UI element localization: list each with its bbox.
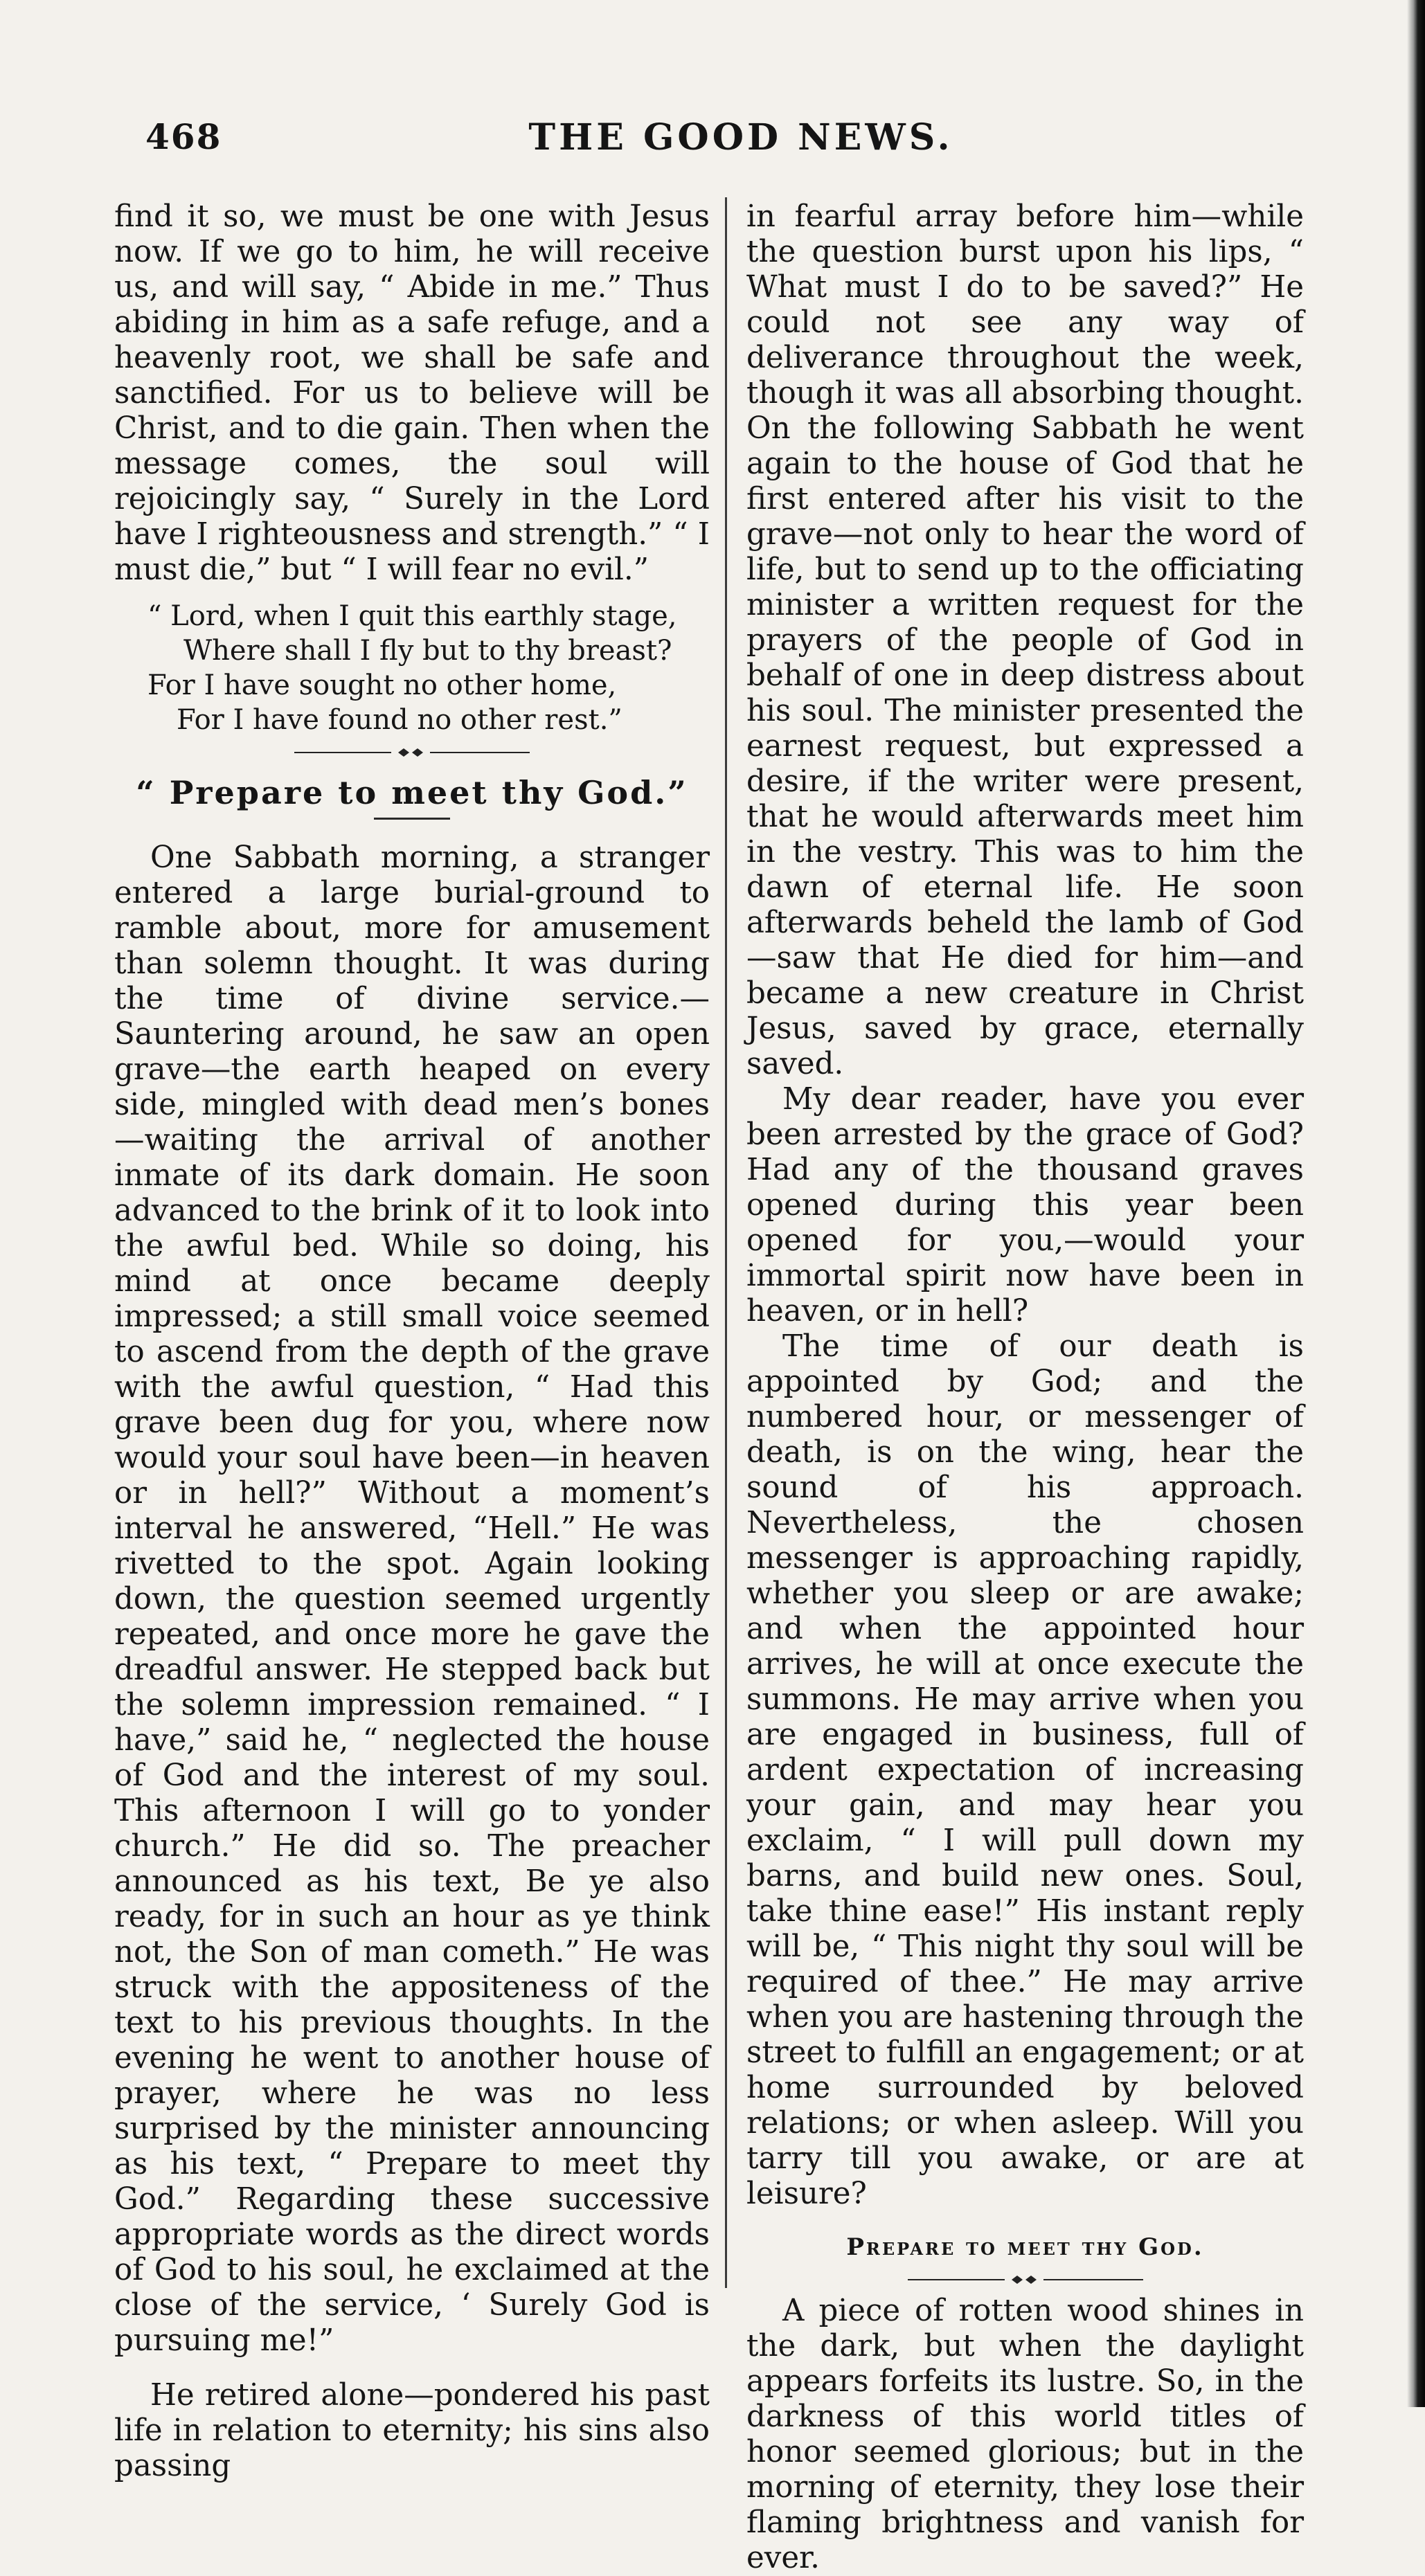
article-title: “ Prepare to meet thy God.” [136, 774, 688, 811]
paragraph-gap [114, 2359, 710, 2378]
poem-line: Where shall I fly but to thy breast? [183, 635, 672, 667]
intro-paragraph: find it so, we must be one with Jesus now. If we go to him, he will receive us, and will say, “ Abide in me.” Thus abiding in him as a safe refuge, and a heavenly root, we shall be safe and sanctified. For us to believe will be Christ, and to die gain. Then when the message comes, the soul will rejoicingly say, “ Surely in the Lord have I righteousness and strength.” “ I must die,” but “ I will fear no evil.” [114, 199, 710, 587]
poem-line: For I have found no other rest.” [177, 704, 622, 736]
page-edge-shadow [1407, 0, 1425, 2407]
poem-quote [114, 599, 710, 737]
article-paragraph: in fearful array before him—while the question burst upon his lips, “ What must I do to be saved?” He could not see any way of deliverance throughout the week, though it was all absorbing thought. On the following Sabbath he went again to the house of God that he first entered after his visit to the grave—not only to hear the word of life, but to send up to the officiating minister a written request for the prayers of the people of God in behalf of one in deep distress about his soul. The minister presented the earnest request, but expressed a desire, if the writer were present, that he would afterwards meet him in the vestry. This was to him the dawn of eternal life. He soon afterwards beheld the lamb of God—saw that He died for him—and became a new creature in Christ Jesus, saved by grace, eternally saved. [746, 199, 1304, 1081]
page-number: 468 [145, 116, 222, 157]
title-underline [374, 818, 450, 820]
article-paragraph: A piece of rotten wood shines in the dark, but when the daylight appears forfeits its lustre. So, in the darkness of this world titles of honor seemed glorious; but in the morning of eternity, they lose their flaming brightness and vanish for ever. [746, 2294, 1304, 2575]
closing-heading: Prepare to meet thy God. [846, 2233, 1204, 2261]
running-title: THE GOOD NEWS. [528, 116, 953, 159]
right-column [746, 199, 1304, 2576]
poem-line: “ Lord, when I quit this earthly stage, [147, 600, 677, 632]
article-paragraph: The time of our death is appointed by God; and the numbered hour, or messenger of death, is on the wing, hear the sound of his approach. Nevertheless, the chosen messenger is approaching rapidly, whether you sleep or are awake; and when the appointed hour arrives, he will at once execute the summons. He may arrive when you are engaged in business, full of ardent expectation of increasing your gain, and may hear you exclaim, “ I will pull down my barns, and build new ones. Soul, take thine ease!” His instant reply will be, “ This night thy soul will be required of thee.” He may arrive when you are hastening through the street to fulfill an engagement; or at home surrounded by beloved relations; or when asleep. Will you tarry till you awake, or are at leisure? [746, 1329, 1304, 2211]
poem-line: For I have sought no other home, [147, 669, 617, 701]
article-paragraph: One Sabbath morning, a stranger entered a large burial-ground to ramble about, more for amusement than solemn thought. It was during the time of divine service.—Sauntering around, he saw an open grave—the earth heaped on every side, mingled with dead men’s bones—waiting the arrival of another inmate of its dark domain. He soon advanced to the brink of it to look into the awful bed. While so doing, his mind at once became deeply impressed; a still small voice seemed to ascend from the depth of the grave with the awful question, “ Had this grave been dug for you, where now would your soul have been—in heaven or in hell?” Without a moment’s interval he answered, “Hell.” He was rivetted to the spot. Again looking down, the question seemed urgently repeated, and once more he gave the dreadful answer. He stepped back but the solemn impression remained. “ I have,” said he, “ neglected the house of God and the interest of my soul. This afternoon I will go to yonder church.” He did so. The preacher announced as his text, Be ye also ready, for in such an hour as ye think not, the Son of man cometh.” He was struck with the appositeness of the text to his previous thoughts. In the evening he went to another house of prayer, where he was no less surprised by the minister announcing as his text, “ Prepare to meet thy God.” Regarding these successive appropriate words as the direct words of God to his soul, he exclaimed at the close of the service, ‘ Surely God is pursuing me!” [114, 840, 710, 2358]
article-paragraph: He retired alone—pondered his past life in relation to eternity; his sins also passing [114, 2378, 710, 2483]
page-header [145, 116, 1336, 172]
ornament-divider [908, 2274, 1143, 2285]
article-paragraph: My dear reader, have you ever been arrested by the grace of God? Had any of the thousand graves opened during this year been opened for you,—would your immortal spirit now have been in heaven, or in hell? [746, 1082, 1304, 1328]
column-divider [725, 197, 727, 2288]
ornament-divider [294, 747, 530, 758]
left-column [114, 199, 710, 2484]
